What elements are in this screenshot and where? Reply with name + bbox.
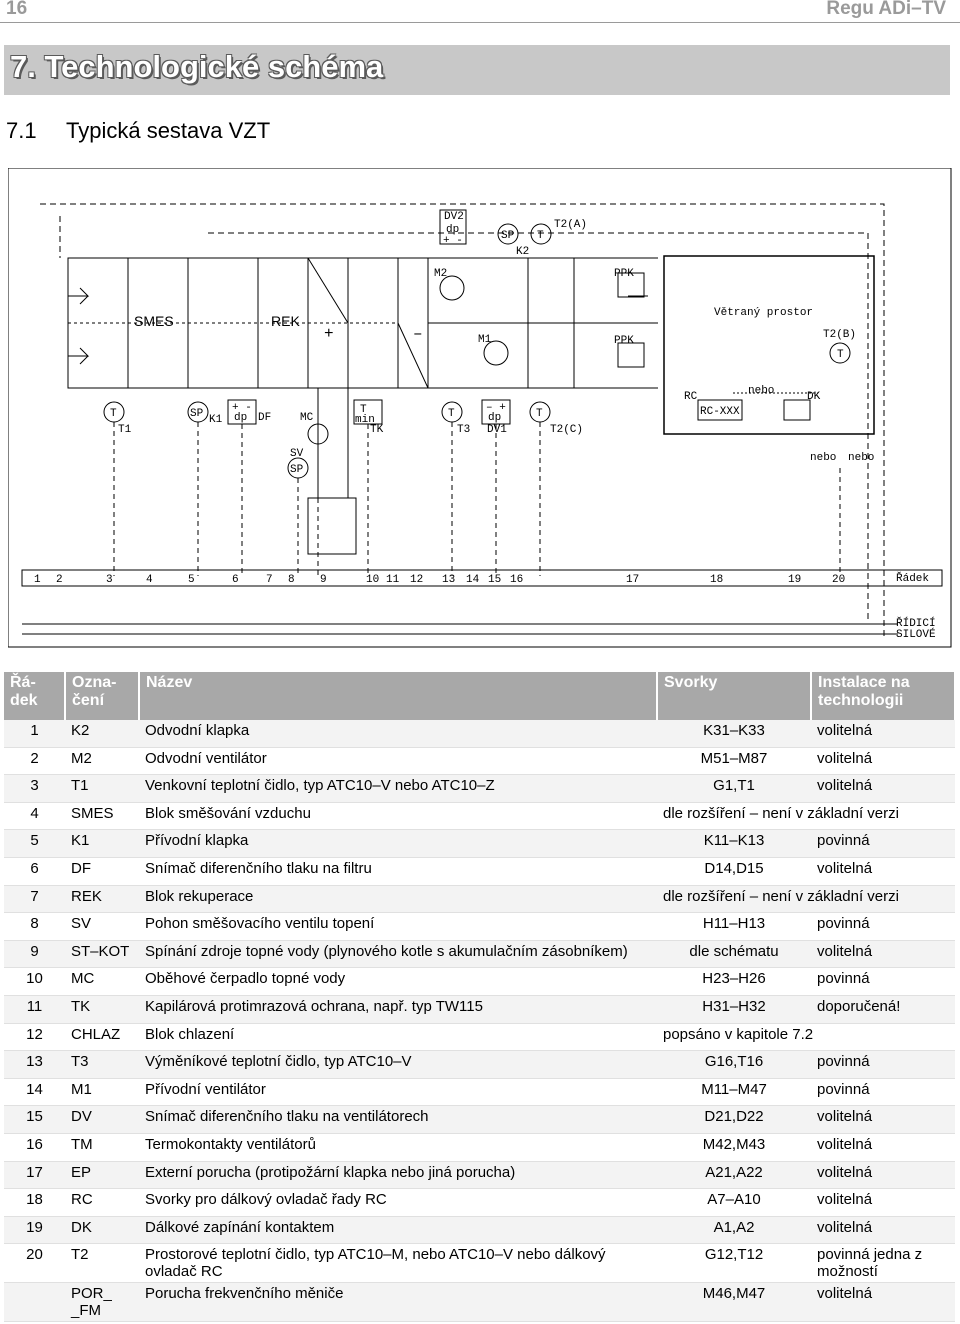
cell-row: 7 bbox=[4, 885, 65, 913]
table-row bbox=[4, 968, 955, 996]
table-row bbox=[4, 913, 955, 941]
cell-name: Oběhové čerpadlo topné vody bbox=[139, 968, 657, 996]
table-row bbox=[4, 940, 955, 968]
cell-code: M2 bbox=[65, 747, 139, 775]
cell-terms: D21,D22 bbox=[657, 1106, 811, 1134]
cell-code: EP bbox=[65, 1161, 139, 1189]
cell-install: volitelná bbox=[811, 857, 955, 885]
terminal-row-number: 9 bbox=[320, 574, 327, 586]
cell-install: povinná jedna z možností bbox=[811, 1244, 955, 1283]
col-name: Název bbox=[139, 672, 657, 720]
section-number: 7.1 bbox=[6, 118, 37, 143]
label-pm-df: + - bbox=[232, 402, 252, 414]
cell-code: T3 bbox=[65, 1051, 139, 1079]
cell-terms: M51–M87 bbox=[657, 747, 811, 775]
table-row bbox=[4, 857, 955, 885]
cell-name: Blok směšování vzduchu bbox=[139, 802, 657, 830]
cell-code: M1 bbox=[65, 1078, 139, 1106]
terminal-row-number: 3 bbox=[106, 574, 113, 586]
table-row bbox=[4, 995, 955, 1023]
cell-name: Spínání zdroje topné vody (plynového kotle s akumulačním zásobníkem) bbox=[139, 940, 657, 968]
cell-code: POR_ _FM bbox=[65, 1283, 139, 1322]
table-header-row bbox=[4, 672, 955, 720]
cell-terms: H23–H26 bbox=[657, 968, 811, 996]
label-t2b: T2(B) bbox=[823, 329, 857, 341]
terminal-row-number: 18 bbox=[710, 574, 724, 586]
cell-code: SMES bbox=[65, 802, 139, 830]
terminal-row-number: 1 bbox=[34, 574, 41, 586]
cell-terms: A21,A22 bbox=[657, 1161, 811, 1189]
label-t-t1: T bbox=[110, 408, 117, 420]
cell-name: Kapilárová protimrazová ochrana, např. typ TW115 bbox=[139, 995, 657, 1023]
label-ridici: ŘÍDICÍ bbox=[896, 618, 936, 630]
cell-code: DK bbox=[65, 1216, 139, 1244]
cell-row: 4 bbox=[4, 802, 65, 830]
label-m2: M2 bbox=[434, 268, 448, 280]
cell-row: 14 bbox=[4, 1078, 65, 1106]
label-dk: DK bbox=[807, 391, 821, 403]
terminal-row-number: 13 bbox=[442, 574, 456, 586]
cell-name: Venkovní teplotní čidlo, typ ATC10–V nebo ATC10–Z bbox=[139, 775, 657, 803]
cell-row: 8 bbox=[4, 913, 65, 941]
cell-install: povinná bbox=[811, 830, 955, 858]
cell-terms: A7–A10 bbox=[657, 1189, 811, 1217]
label-silove: SILOVÉ bbox=[896, 629, 936, 641]
col-row: Řá- dek bbox=[4, 672, 65, 720]
cell-terms: dle schématu bbox=[657, 940, 811, 968]
table-row bbox=[4, 775, 955, 803]
label-tk: TK bbox=[370, 424, 384, 436]
col-code: Ozna- čení bbox=[65, 672, 139, 720]
cell-row: 10 bbox=[4, 968, 65, 996]
cell-code: SV bbox=[65, 913, 139, 941]
table-row bbox=[4, 830, 955, 858]
table-row bbox=[4, 1106, 955, 1134]
cell-install: volitelná bbox=[811, 720, 955, 747]
label-rek: REK bbox=[271, 313, 300, 329]
cell-name: Blok rekuperace bbox=[139, 885, 657, 913]
label-radek: Řádek bbox=[896, 573, 930, 585]
label-nebo-top: nebo bbox=[748, 385, 775, 397]
components-table bbox=[4, 672, 956, 1322]
label-sv: SV bbox=[290, 448, 304, 460]
cell-code: MC bbox=[65, 968, 139, 996]
label-sp-sv: SP bbox=[290, 464, 304, 476]
label-t2a: T2(A) bbox=[554, 219, 588, 231]
cell-install: volitelná bbox=[811, 940, 955, 968]
cell-row: 5 bbox=[4, 830, 65, 858]
label-k1: K1 bbox=[209, 414, 223, 426]
cell-name: Odvodní klapka bbox=[139, 720, 657, 747]
cell-code: CHLAZ bbox=[65, 1023, 139, 1051]
cell-terms-install: popsáno v kapitole 7.2 bbox=[657, 1023, 955, 1051]
cell-install: volitelná bbox=[811, 1106, 955, 1134]
label-k2: K2 bbox=[516, 246, 530, 258]
cell-code: ST–KOT bbox=[65, 940, 139, 968]
cell-code: RC bbox=[65, 1189, 139, 1217]
cell-install: volitelná bbox=[811, 1283, 955, 1322]
terminal-row-number: 17 bbox=[626, 574, 640, 586]
document-name: Regu ADi–TV bbox=[826, 0, 946, 19]
cell-name: Termokontakty ventilátorů bbox=[139, 1133, 657, 1161]
cell-row: 3 bbox=[4, 775, 65, 803]
label-sp-k1: SP bbox=[190, 408, 204, 420]
technology-diagram bbox=[8, 168, 952, 648]
table-row bbox=[4, 1244, 955, 1283]
table-row bbox=[4, 1023, 955, 1051]
cell-code: TK bbox=[65, 995, 139, 1023]
cell-install: volitelná bbox=[811, 775, 955, 803]
cell-terms: A1,A2 bbox=[657, 1216, 811, 1244]
chapter-banner bbox=[4, 45, 950, 95]
cell-install: povinná bbox=[811, 913, 955, 941]
terminal-row-number: 7 bbox=[266, 574, 273, 586]
label-pm-top: + - bbox=[443, 235, 463, 247]
cell-name: Svorky pro dálkový ovladač řady RC bbox=[139, 1189, 657, 1217]
cell-code: REK bbox=[65, 885, 139, 913]
cell-code: K1 bbox=[65, 830, 139, 858]
page-header bbox=[0, 0, 960, 23]
table-row bbox=[4, 1189, 955, 1217]
cell-row: 11 bbox=[4, 995, 65, 1023]
cell-terms: M46,M47 bbox=[657, 1283, 811, 1322]
terminal-row-number: 6 bbox=[232, 574, 239, 586]
label-minus: – bbox=[413, 325, 423, 343]
cell-terms: K31–K33 bbox=[657, 720, 811, 747]
section-heading bbox=[6, 118, 270, 144]
label-dp-df: dp bbox=[234, 412, 248, 424]
label-df: DF bbox=[258, 412, 272, 424]
cell-code: DV bbox=[65, 1106, 139, 1134]
cell-terms: G1,T1 bbox=[657, 775, 811, 803]
cell-row: 18 bbox=[4, 1189, 65, 1217]
label-t-room: T bbox=[837, 349, 844, 361]
cell-row: 16 bbox=[4, 1133, 65, 1161]
cell-terms: G12,T12 bbox=[657, 1244, 811, 1283]
cell-row: 1 bbox=[4, 720, 65, 747]
table-row bbox=[4, 802, 955, 830]
page-number: 16 bbox=[6, 0, 28, 19]
cell-name: Dálkové zapínání kontaktem bbox=[139, 1216, 657, 1244]
chapter-title: 7. Technologické schéma bbox=[10, 49, 384, 84]
label-t-top: T bbox=[537, 230, 544, 242]
table-row bbox=[4, 1283, 955, 1322]
table-row bbox=[4, 1133, 955, 1161]
cell-row: 17 bbox=[4, 1161, 65, 1189]
cell-row bbox=[4, 1283, 65, 1322]
cell-name: Výměníkové teplotní čidlo, typ ATC10–V bbox=[139, 1051, 657, 1079]
cell-install: volitelná bbox=[811, 747, 955, 775]
label-nebo-1: nebo bbox=[810, 452, 837, 464]
cell-install: doporučená! bbox=[811, 995, 955, 1023]
terminal-row-number: 10 bbox=[366, 574, 380, 586]
cell-name: Prostorové teplotní čidlo, typ ATC10–M, nebo ATC10–V nebo dálkový ovladač RC bbox=[139, 1244, 657, 1283]
terminal-row-number: 16 bbox=[510, 574, 524, 586]
cell-row: 6 bbox=[4, 857, 65, 885]
terminal-row-number: 15 bbox=[488, 574, 502, 586]
label-mp-dv1: – + bbox=[486, 402, 506, 414]
label-tmin: min bbox=[355, 414, 375, 426]
table-row bbox=[4, 1216, 955, 1244]
terminal-row-number: 5 bbox=[188, 574, 195, 586]
label-t1: T1 bbox=[118, 424, 132, 436]
terminal-row-number: 20 bbox=[832, 574, 846, 586]
cell-install: povinná bbox=[811, 1051, 955, 1079]
label-t3: T3 bbox=[457, 424, 471, 436]
cell-row: 13 bbox=[4, 1051, 65, 1079]
terminal-row-number: 4 bbox=[146, 574, 153, 586]
col-install: Instalace na technologii bbox=[811, 672, 955, 720]
cell-terms: K11–K13 bbox=[657, 830, 811, 858]
terminal-row-number: 12 bbox=[410, 574, 424, 586]
cell-install: volitelná bbox=[811, 1161, 955, 1189]
label-t2c: T2(C) bbox=[550, 424, 584, 436]
terminal-row-number: 11 bbox=[386, 574, 400, 586]
cell-install: volitelná bbox=[811, 1189, 955, 1217]
cell-name: Snímač diferenčního tlaku na filtru bbox=[139, 857, 657, 885]
cell-row: 12 bbox=[4, 1023, 65, 1051]
label-ppk-top: PPK bbox=[614, 268, 634, 280]
table-row bbox=[4, 747, 955, 775]
table-row bbox=[4, 1051, 955, 1079]
label-dv1: DV1 bbox=[487, 424, 507, 436]
table-row bbox=[4, 1161, 955, 1189]
label-sp-top: SP bbox=[501, 230, 515, 242]
cell-name: Externí porucha (protipožární klapka nebo jiná porucha) bbox=[139, 1161, 657, 1189]
cell-name: Blok chlazení bbox=[139, 1023, 657, 1051]
cell-code: TM bbox=[65, 1133, 139, 1161]
label-plus: + bbox=[324, 325, 334, 343]
cell-row: 15 bbox=[4, 1106, 65, 1134]
cell-name: Pohon směšovacího ventilu topení bbox=[139, 913, 657, 941]
col-terms: Svorky bbox=[657, 672, 811, 720]
cell-code: K2 bbox=[65, 720, 139, 747]
cell-terms: D14,D15 bbox=[657, 857, 811, 885]
cell-code: DF bbox=[65, 857, 139, 885]
cell-terms: G16,T16 bbox=[657, 1051, 811, 1079]
label-t-t3: T bbox=[448, 408, 455, 420]
cell-row: 9 bbox=[4, 940, 65, 968]
cell-install: volitelná bbox=[811, 1216, 955, 1244]
cell-terms-install: dle rozšíření – není v základní verzi bbox=[657, 802, 955, 830]
cell-install: povinná bbox=[811, 1078, 955, 1106]
cell-name: Přívodní ventilátor bbox=[139, 1078, 657, 1106]
label-dp-top: dp bbox=[446, 224, 460, 236]
terminal-row-number: 14 bbox=[466, 574, 480, 586]
section-title: Typická sestava VZT bbox=[66, 118, 271, 143]
table-row bbox=[4, 720, 955, 747]
cell-name: Porucha frekvenčního měniče bbox=[139, 1283, 657, 1322]
cell-name: Odvodní ventilátor bbox=[139, 747, 657, 775]
label-dv2: DV2 bbox=[444, 211, 464, 223]
label-ppk-bottom: PPK bbox=[614, 335, 634, 347]
label-mc: MC bbox=[300, 412, 314, 424]
label-m1: M1 bbox=[478, 334, 492, 346]
label-vetrany: Větraný prostor bbox=[714, 307, 814, 319]
table-row bbox=[4, 885, 955, 913]
cell-name: Přívodní klapka bbox=[139, 830, 657, 858]
cell-terms: H31–H32 bbox=[657, 995, 811, 1023]
terminal-row-number: 8 bbox=[288, 574, 295, 586]
cell-terms: M42,M43 bbox=[657, 1133, 811, 1161]
cell-code: T1 bbox=[65, 775, 139, 803]
cell-name: Snímač diferenčního tlaku na ventilátorech bbox=[139, 1106, 657, 1134]
terminal-row-number: 19 bbox=[788, 574, 802, 586]
label-t-t2c: T bbox=[536, 408, 543, 420]
table-row bbox=[4, 1078, 955, 1106]
cell-terms-install: dle rozšíření – není v základní verzi bbox=[657, 885, 955, 913]
cell-terms: H11–H13 bbox=[657, 913, 811, 941]
label-tmin-t: T bbox=[360, 404, 367, 416]
cell-code: T2 bbox=[65, 1244, 139, 1283]
cell-install: povinná bbox=[811, 968, 955, 996]
cell-row: 20 bbox=[4, 1244, 65, 1283]
cell-install: volitelná bbox=[811, 1133, 955, 1161]
label-rc: RC bbox=[684, 391, 698, 403]
cell-row: 19 bbox=[4, 1216, 65, 1244]
cell-row: 2 bbox=[4, 747, 65, 775]
label-smes: SMES bbox=[134, 313, 174, 329]
label-rcx: RC-XXX bbox=[700, 406, 740, 418]
terminal-row-number: 2 bbox=[56, 574, 63, 586]
label-nebo-2: nebo bbox=[848, 452, 875, 464]
label-dp-dv1: dp bbox=[488, 412, 502, 424]
cell-terms: M11–M47 bbox=[657, 1078, 811, 1106]
